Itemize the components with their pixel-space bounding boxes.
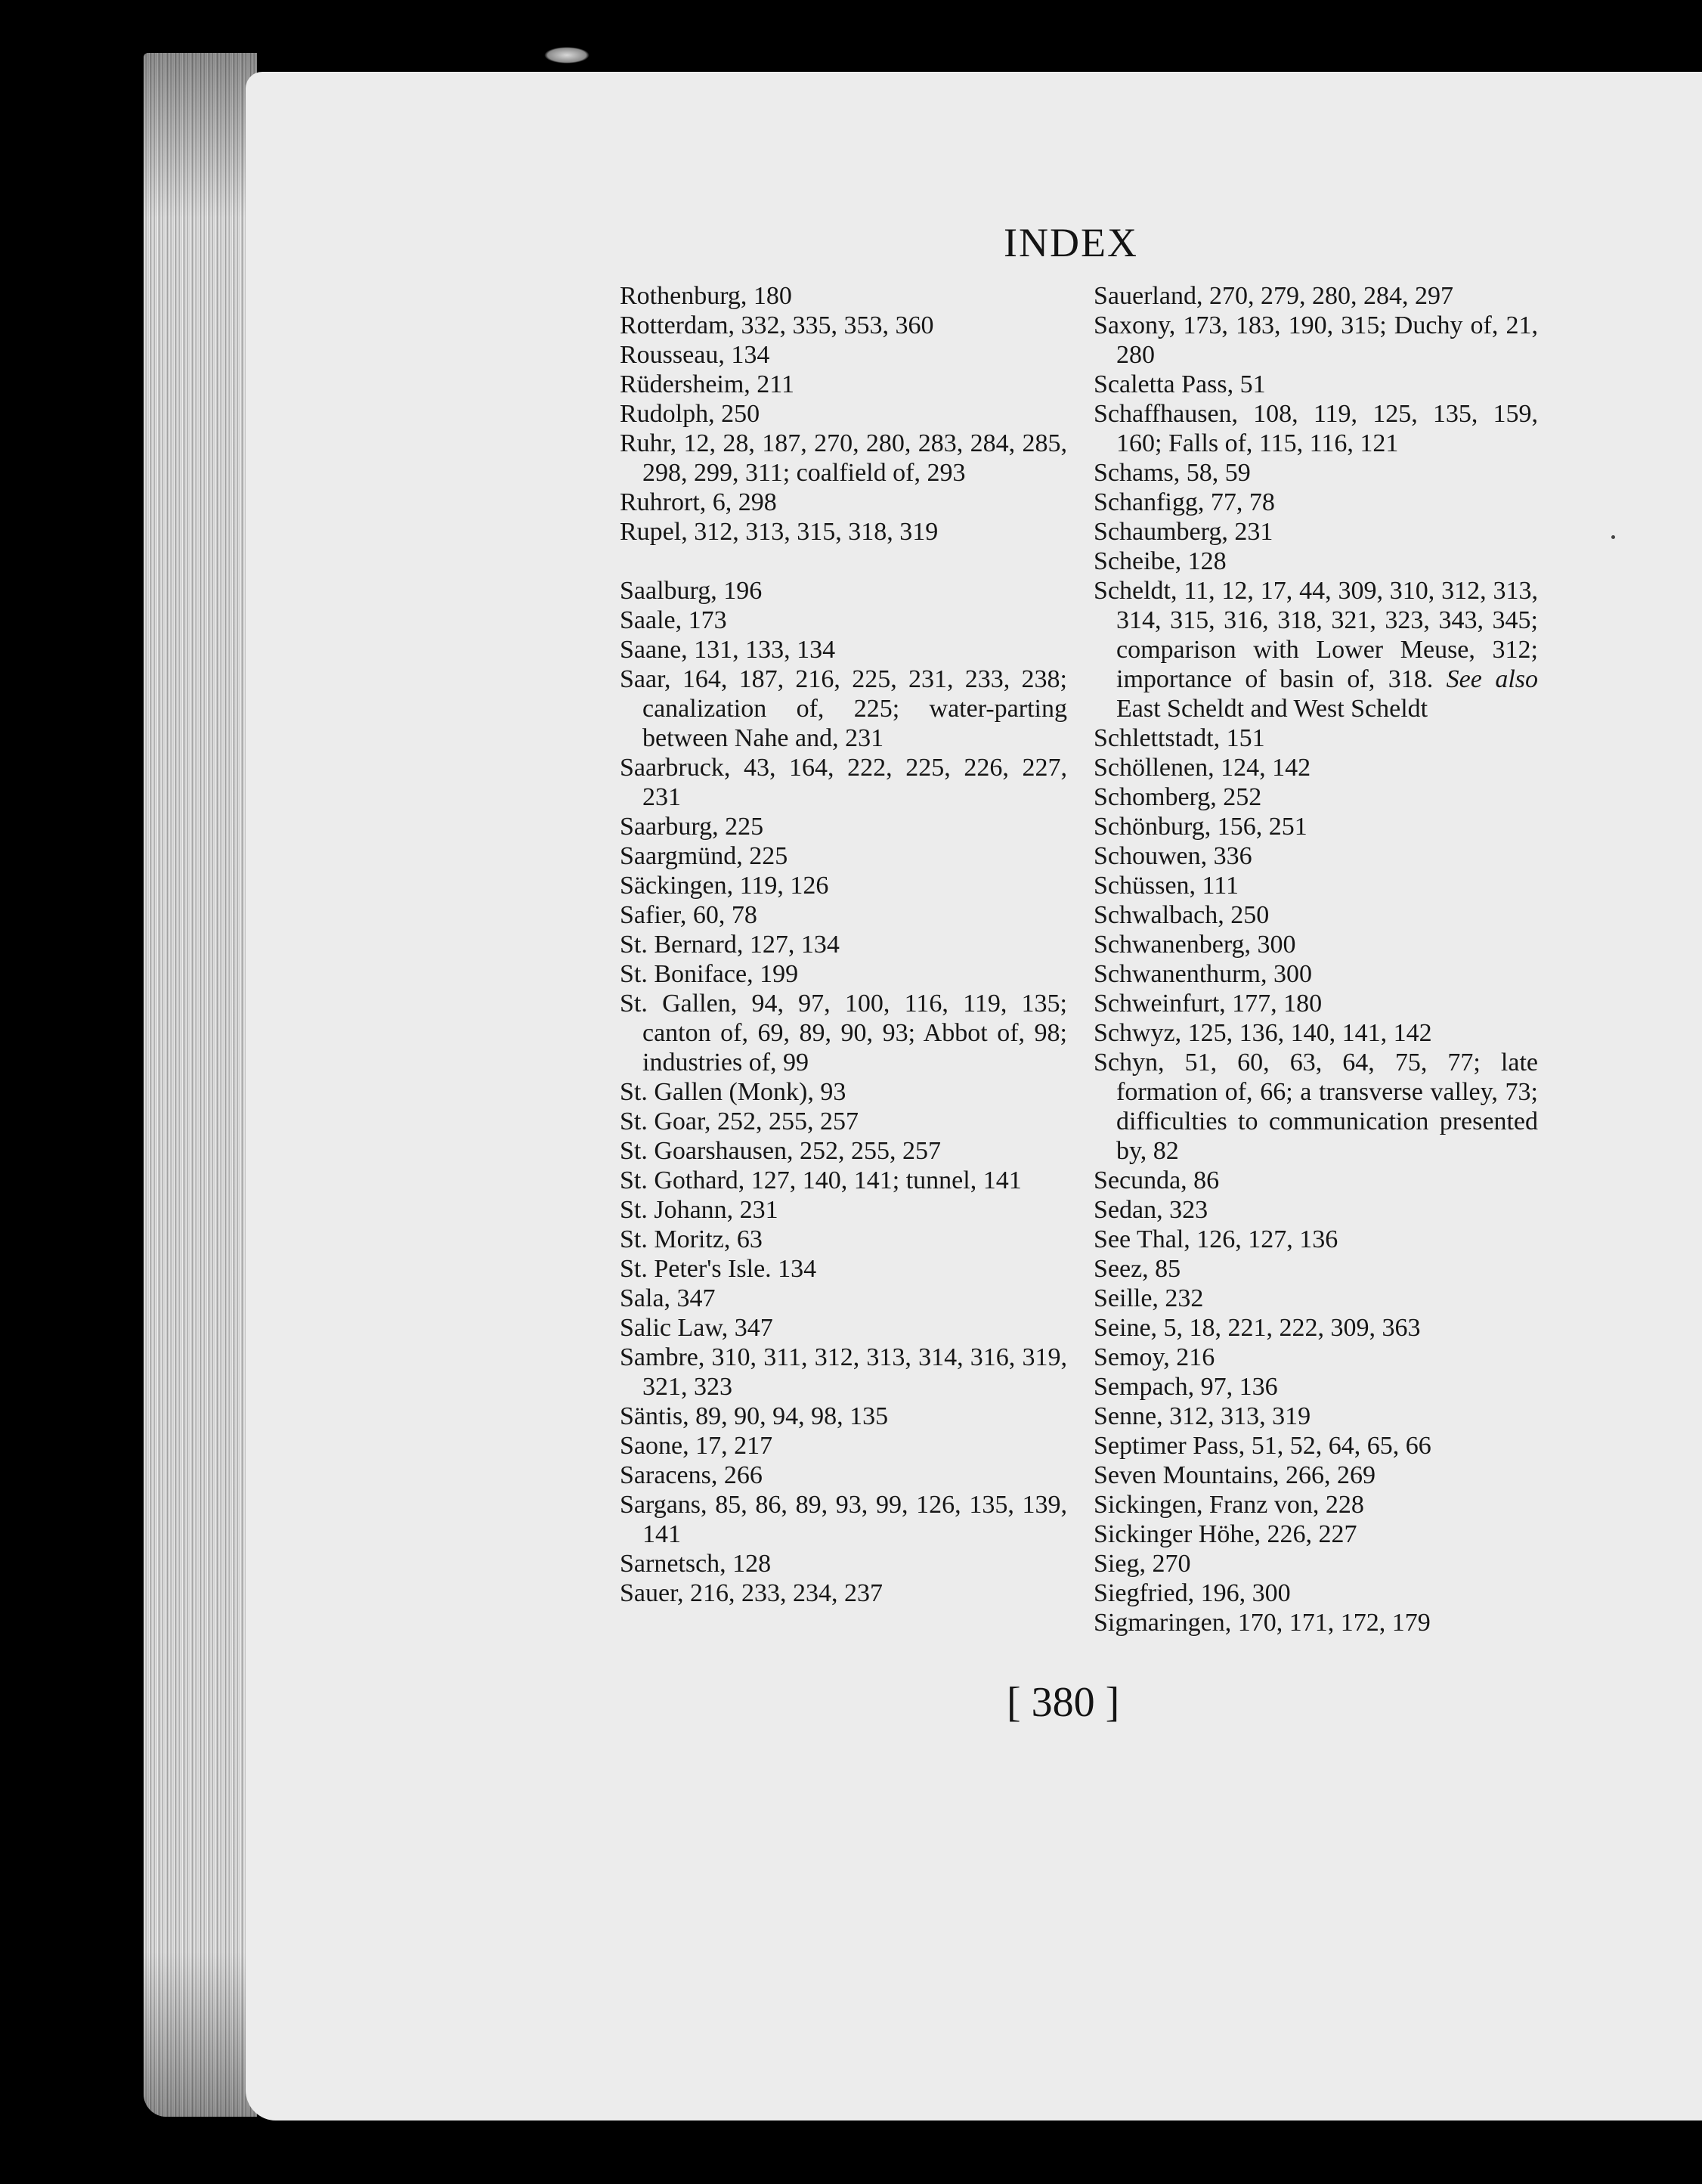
index-entry-text: Sambre, 310, 311, 312, 313, 314, 316, 319, 321, 323 [620, 1343, 1067, 1401]
index-entry-text: Siegfried, 196, 300 [1094, 1579, 1291, 1607]
index-entry [620, 1166, 1067, 1195]
index-entry-text: Säntis, 89, 90, 94, 98, 135 [620, 1402, 889, 1430]
index-entry [1094, 1166, 1538, 1195]
index-entry-text: Scaletta Pass, 51 [1094, 370, 1266, 398]
index-entry-text: Sedan, 323 [1094, 1196, 1208, 1224]
index-entry-text: Ruhr, 12, 28, 187, 270, 280, 283, 284, 285, 298, 299, 311; coalfield of, 293 [620, 429, 1067, 487]
index-section-gap [620, 547, 1067, 576]
index-entry-text: Salic Law, 347 [620, 1314, 773, 1342]
index-entry [1094, 1343, 1538, 1372]
index-entry [620, 1107, 1067, 1136]
index-entry-text: St. Peter's Isle. 134 [620, 1255, 817, 1283]
index-entry [620, 1254, 1067, 1284]
index-entry [1094, 989, 1538, 1018]
index-column-left [620, 281, 1067, 1608]
index-entry [620, 1313, 1067, 1343]
index-entry [620, 1225, 1067, 1254]
index-entry [620, 370, 1067, 399]
index-entry [620, 1195, 1067, 1225]
index-entry [620, 841, 1067, 871]
index-entry-text: Saarbruck, 43, 164, 222, 225, 226, 227, 231 [620, 754, 1067, 811]
index-entry-text: Ruhrort, 6, 298 [620, 488, 777, 516]
index-entry-text: Schomberg, 252 [1094, 783, 1262, 811]
index-entry-text: Rüdersheim, 211 [620, 370, 795, 398]
index-entry [1094, 458, 1538, 488]
index-entry [1094, 930, 1538, 959]
index-entry-text: Saarburg, 225 [620, 813, 764, 841]
index-entry [620, 311, 1067, 340]
index-entry-text: Seine, 5, 18, 221, 222, 309, 363 [1094, 1314, 1421, 1342]
index-entry [1094, 1284, 1538, 1313]
index-entry-text: Schams, 58, 59 [1094, 459, 1251, 487]
index-entry-text: Schlettstadt, 151 [1094, 724, 1265, 752]
index-entry-text: Schwanenberg, 300 [1094, 931, 1296, 959]
see-also-target: East Scheldt and West Scheldt [1116, 695, 1428, 723]
index-entry-text: Sauerland, 270, 279, 280, 284, 297 [1094, 282, 1453, 310]
index-entry [1094, 1402, 1538, 1431]
index-entry [1094, 1195, 1538, 1225]
index-entry [620, 576, 1067, 606]
index-entry-text: St. Gallen, 94, 97, 100, 116, 119, 135; canton of, 69, 89, 90, 93; Abbot of, 98; industries of, 99 [620, 990, 1067, 1077]
index-column-right [1094, 281, 1538, 1637]
index-entry [1094, 871, 1538, 900]
index-entry-text: Rotterdam, 332, 335, 353, 360 [620, 311, 934, 339]
index-entry-text: St. Gallen (Monk), 93 [620, 1078, 846, 1106]
index-entry [620, 930, 1067, 959]
index-entry-text: Senne, 312, 313, 319 [1094, 1402, 1311, 1430]
index-entry-text: St. Johann, 231 [620, 1196, 778, 1224]
index-entry [1094, 1549, 1538, 1578]
index-entry-text: Seez, 85 [1094, 1255, 1181, 1283]
index-entry-text: Seille, 232 [1094, 1284, 1204, 1312]
index-entry-text: Rudolph, 250 [620, 400, 760, 428]
index-entry [620, 1343, 1067, 1402]
index-entry-text: Schwanenthurm, 300 [1094, 960, 1312, 988]
index-entry-text: Sala, 347 [620, 1284, 716, 1312]
index-entry-text: Saxony, 173, 183, 190, 315; Duchy of, 21, 280 [1094, 311, 1538, 369]
index-entry [620, 812, 1067, 841]
index-entry-text: Schöllenen, 124, 142 [1094, 754, 1311, 782]
index-entry-text: See Thal, 126, 127, 136 [1094, 1225, 1338, 1253]
index-entry-text: Sickingen, Franz von, 228 [1094, 1491, 1364, 1519]
index-entry [620, 1402, 1067, 1431]
index-entry-text: St. Moritz, 63 [620, 1225, 763, 1253]
index-entry-text: Schaffhausen, 108, 119, 125, 135, 159, 160; Falls of, 115, 116, 121 [1094, 400, 1538, 457]
index-entry [620, 1490, 1067, 1549]
index-entry-text: Septimer Pass, 51, 52, 64, 65, 66 [1094, 1432, 1431, 1460]
scan-speck [1611, 535, 1615, 539]
index-entry-text: Schwalbach, 250 [1094, 901, 1270, 929]
index-entry [1094, 1313, 1538, 1343]
index-entry [1094, 281, 1538, 311]
index-entry [1094, 900, 1538, 930]
page-number: [ 380 ] [1007, 1679, 1120, 1726]
index-entry [1094, 547, 1538, 576]
index-entry-text: Rousseau, 134 [620, 341, 770, 369]
index-entry [620, 664, 1067, 753]
index-entry [1094, 1520, 1538, 1549]
index-entry-text: Sempach, 97, 136 [1094, 1373, 1278, 1401]
index-entry-text: Schwyz, 125, 136, 140, 141, 142 [1094, 1019, 1432, 1047]
index-entry-text: Schönburg, 156, 251 [1094, 813, 1307, 841]
index-entry-text: Sickinger Höhe, 226, 227 [1094, 1520, 1357, 1548]
index-entry-text: Saale, 173 [620, 606, 727, 634]
index-entry [1094, 1254, 1538, 1284]
index-entry [1094, 576, 1538, 723]
index-entry-text: St. Bernard, 127, 134 [620, 931, 840, 959]
index-entry [620, 1578, 1067, 1608]
index-entry-text: Sigmaringen, 170, 171, 172, 179 [1094, 1609, 1431, 1637]
index-entry [1094, 1578, 1538, 1608]
index-entry-text: Schouwen, 336 [1094, 842, 1252, 870]
index-entry-text: Schüssen, 111 [1094, 872, 1239, 900]
index-entry [1094, 959, 1538, 989]
index-entry [1094, 370, 1538, 399]
index-entry [620, 900, 1067, 930]
index-entry [1094, 753, 1538, 782]
index-entry [1094, 812, 1538, 841]
index-entry [1094, 1372, 1538, 1402]
index-entry-text: Schyn, 51, 60, 63, 64, 75, 77; late formation of, 66; a transverse valley, 73; difficulties to communication presented by, 82 [1094, 1049, 1538, 1165]
index-entry [620, 1461, 1067, 1490]
index-entry-text: Saracens, 266 [620, 1461, 763, 1489]
index-entry-text: Secunda, 86 [1094, 1166, 1220, 1194]
index-entry [620, 340, 1067, 370]
index-entry-text: Scheldt, 11, 12, 17, 44, 309, 310, 312, 313, 314, 315, 316, 318, 321, 323, 343, 345; comparison with Lower Meuse, 312; importance of basin of, 318. [1094, 577, 1538, 693]
index-entry [620, 488, 1067, 517]
index-entry-text: Rothenburg, 180 [620, 282, 792, 310]
index-entry-text: Sarnetsch, 128 [620, 1550, 772, 1578]
index-entry-text: Seven Mountains, 266, 269 [1094, 1461, 1376, 1489]
index-entry-text: Saalburg, 196 [620, 577, 763, 605]
index-entry [620, 635, 1067, 664]
see-also-reference: See also [1446, 665, 1538, 693]
index-entry-text: St. Gothard, 127, 140, 141; tunnel, 141 [620, 1166, 1022, 1194]
index-entry [620, 606, 1067, 635]
index-entry-text: Saane, 131, 133, 134 [620, 636, 836, 664]
page-heading: INDEX [1004, 220, 1138, 265]
index-entry [1094, 1431, 1538, 1461]
index-entry [620, 1431, 1067, 1461]
index-entry [620, 429, 1067, 488]
index-entry [620, 1549, 1067, 1578]
index-entry [1094, 1018, 1538, 1048]
index-entry [1094, 782, 1538, 812]
index-entry-text: Semoy, 216 [1094, 1343, 1215, 1371]
index-entry-text: Sauer, 216, 233, 234, 237 [620, 1579, 883, 1607]
index-entry [620, 753, 1067, 812]
index-entry [1094, 723, 1538, 753]
index-entry-text: Sieg, 270 [1094, 1550, 1191, 1578]
index-entry [1094, 1490, 1538, 1520]
index-entry-text: Saar, 164, 187, 216, 225, 231, 233, 238; canalization of, 225; water-parting between Nahe and, 231 [620, 665, 1067, 752]
page-edges-shadow [144, 53, 257, 2117]
index-entry [1094, 1608, 1538, 1637]
index-entry [620, 871, 1067, 900]
index-entry-text: St. Boniface, 199 [620, 960, 799, 988]
index-entry [620, 1136, 1067, 1166]
index-entry-text: Safier, 60, 78 [620, 901, 757, 929]
index-entry-text: Rupel, 312, 313, 315, 318, 319 [620, 518, 939, 546]
index-entry-text: Schanfigg, 77, 78 [1094, 488, 1275, 516]
scan-artifact-mark [544, 47, 590, 64]
index-entry [1094, 1225, 1538, 1254]
index-entry-text: Schweinfurt, 177, 180 [1094, 990, 1323, 1018]
index-entry-text: Säckingen, 119, 126 [620, 872, 829, 900]
index-entry [620, 1284, 1067, 1313]
index-entry [620, 1077, 1067, 1107]
index-entry-text: St. Goarshausen, 252, 255, 257 [620, 1137, 941, 1165]
index-entry-text: Scheibe, 128 [1094, 547, 1227, 575]
index-entry [1094, 1461, 1538, 1490]
index-entry [1094, 399, 1538, 458]
index-entry [1094, 517, 1538, 547]
index-entry [1094, 311, 1538, 370]
index-entry-text: St. Goar, 252, 255, 257 [620, 1107, 859, 1135]
index-entry [620, 399, 1067, 429]
index-entry [1094, 488, 1538, 517]
index-entry [1094, 1048, 1538, 1166]
index-entry-text: Schaumberg, 231 [1094, 518, 1273, 546]
index-entry [1094, 841, 1538, 871]
index-entry [620, 281, 1067, 311]
index-entry [620, 989, 1067, 1077]
index-entry [620, 959, 1067, 989]
index-entry-text: Saone, 17, 217 [620, 1432, 773, 1460]
index-entry-text: Sargans, 85, 86, 89, 93, 99, 126, 135, 139, 141 [620, 1491, 1067, 1548]
index-entry-text: Saargmünd, 225 [620, 842, 788, 870]
index-entry [620, 517, 1067, 547]
